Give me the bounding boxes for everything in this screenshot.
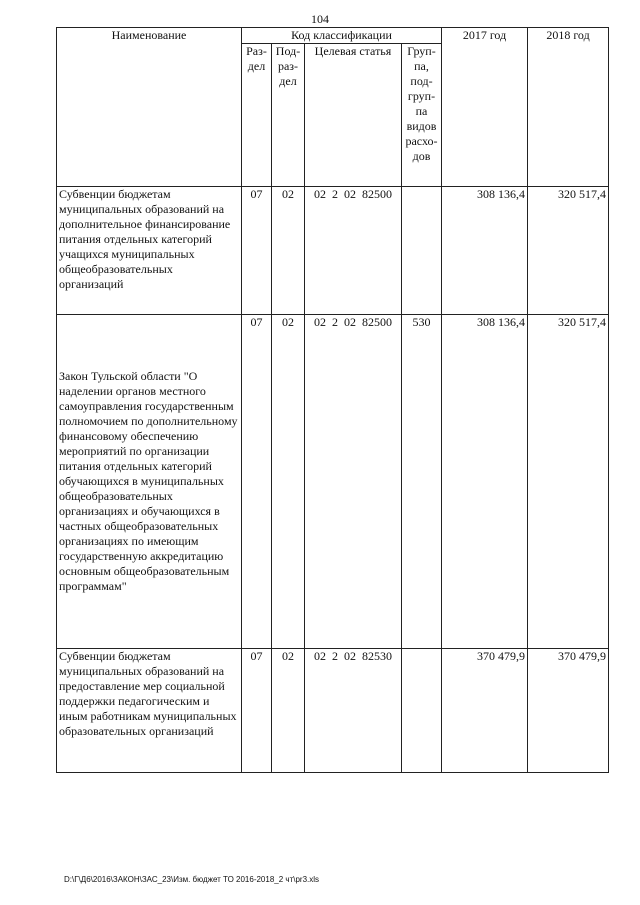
row-subsection: 02 bbox=[272, 649, 305, 773]
footer-file-path: D:\Г\Д6\2016\ЗАКОН\ЗАС_23\Изм. бюджет ТО 2016-2018_2 чт\pr3.xls bbox=[64, 875, 320, 884]
header-subsection-label: Под-раз-дел bbox=[275, 44, 301, 88]
header-year-2018: 2018 год bbox=[528, 28, 609, 187]
row-value-2018: 370 479,9 bbox=[528, 649, 609, 773]
table-row bbox=[57, 315, 609, 649]
row-value-2018: 320 517,4 bbox=[528, 187, 609, 315]
header-section bbox=[242, 44, 272, 187]
row-value-2017: 308 136,4 bbox=[442, 315, 528, 649]
row-expense-group bbox=[402, 187, 442, 315]
budget-table bbox=[56, 27, 609, 773]
row-section: 07 bbox=[242, 187, 272, 315]
row-name: Закон Тульской области "О наделении органов местного самоуправления государственным полномочием по дополнительному финансовому обеспечению мероприятий по организации питания отдельных категорий обучающихся в муниципальных общеобразовательных организациях и обучающихся в частных общеобразовательных организациях по имеющим государственную аккредитацию основным общеобразовательным программам" bbox=[57, 315, 242, 649]
header-expense-group-label: Груп-па, под-груп-па видов расхо-дов bbox=[405, 44, 438, 163]
page-number: 104 bbox=[311, 12, 329, 26]
row-section: 07 bbox=[242, 315, 272, 649]
header-section-label: Раз-дел bbox=[246, 44, 267, 73]
row-target-article: 02 2 02 82500 bbox=[305, 315, 402, 649]
header-expense-group bbox=[402, 44, 442, 187]
header-name: Наименование bbox=[57, 28, 242, 187]
row-value-2017: 370 479,9 bbox=[442, 649, 528, 773]
row-subsection: 02 bbox=[272, 315, 305, 649]
table-row bbox=[57, 649, 609, 773]
header-classification-code: Код классификации bbox=[242, 28, 442, 44]
row-expense-group: 530 bbox=[402, 315, 442, 649]
row-name: Субвенции бюджетам муниципальных образований на предоставление мер социальной поддержки педагогическим и иным работникам муниципальных образовательных организаций bbox=[57, 649, 242, 773]
row-target-article: 02 2 02 82530 bbox=[305, 649, 402, 773]
row-target-article: 02 2 02 82500 bbox=[305, 187, 402, 315]
table-row bbox=[57, 187, 609, 315]
row-value-2018: 320 517,4 bbox=[528, 315, 609, 649]
row-subsection: 02 bbox=[272, 187, 305, 315]
row-name: Субвенции бюджетам муниципальных образований на дополнительное финансирование питания отдельных категорий учащихся муниципальных общеобразовательных организаций bbox=[57, 187, 242, 315]
header-subsection bbox=[272, 44, 305, 187]
row-value-2017: 308 136,4 bbox=[442, 187, 528, 315]
row-section: 07 bbox=[242, 649, 272, 773]
header-year-2017: 2017 год bbox=[442, 28, 528, 187]
header-target-article: Целевая статья bbox=[305, 44, 402, 187]
row-expense-group bbox=[402, 649, 442, 773]
